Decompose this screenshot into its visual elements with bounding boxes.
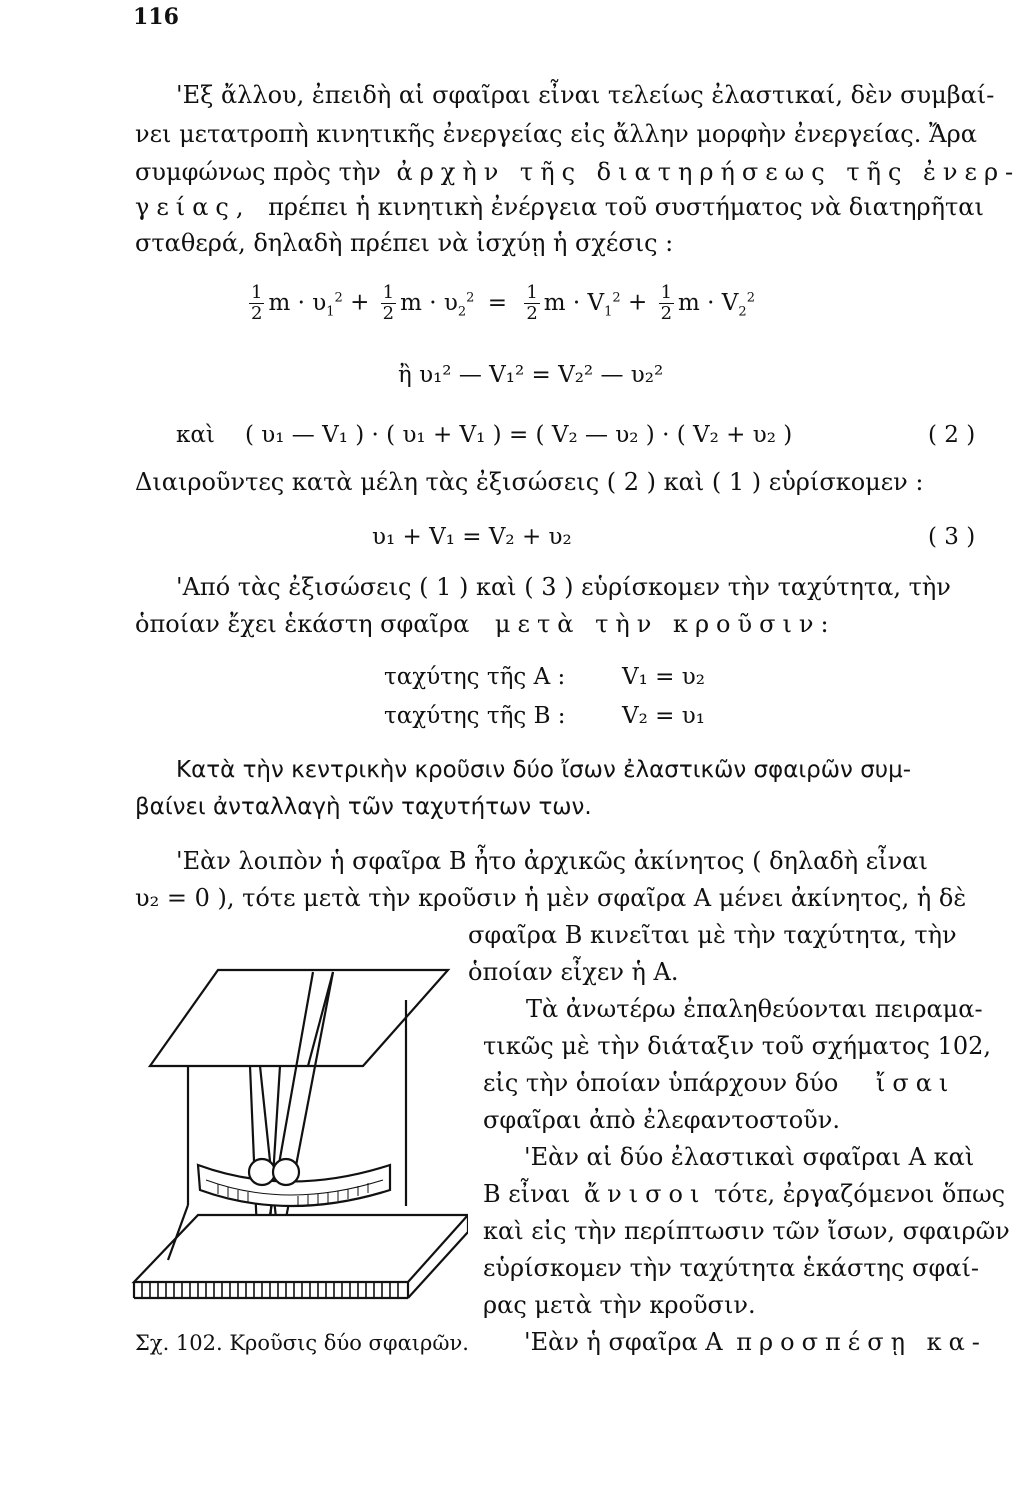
para1-line1: 'Εξ ἄλλου, ἐπειδὴ αἱ σφαῖραι εἶναι τελείως ἐλαστικαί, δὲν συμβαί- [176,81,995,109]
figure-caption: Σχ. 102. Κροῦσις δύο σφαιρῶν. [135,1331,469,1355]
para1-line3-a: συμφώνως πρὸς τὴν [135,158,381,186]
equation-3: ( υ₁ — V₁ ) · ( υ₁ + V₁ ) = ( V₂ — υ₂ ) · ( V₂ + υ₂ ) [245,422,793,448]
para2-line2: ὁποίαν ἔχει ἑκάστη σφαῖρα μετὰ τὴν κροῦσιν: [135,610,836,638]
velocity-b-value: V₂ = υ₁ [622,703,705,729]
term-1: $m \cdot \upsilon_1^2$ [268,289,343,320]
divide-sentence: Διαιροῦντες κατὰ μέλη τὰς ἐξισώσεις ( 2 ) καὶ ( 1 ) εὑρίσκομεν : [135,468,924,496]
spaced-prospese: προσπέσῃ κα- [736,1328,987,1356]
sphere-a [249,1159,275,1185]
highlight-line1: Κατὰ τὴν κεντρικὴν κροῦσιν δύο ἴσων ἐλαστικῶν σφαιρῶν συμ- [176,757,912,783]
velocity-a-value: V₁ = υ₂ [622,664,705,690]
velocity-a-label: ταχύτης τῆς Α : [384,664,566,690]
energy-equation: $\frac{1}{2}$ $m \cdot \upsilon_1^2$ + $\frac{1}{2}$ $m \cdot \upsilon_2^2$ = $\frac{1}{2}$ $m \cdot V_1^2$ + $\frac{1}{2}$ $m \cdot V_2^2$ [251,282,755,324]
right-col-line3: Τὰ ἀνωτέρω ἐπαληθεύονται πειραμα- [526,995,983,1023]
right-col-line5: εἰς τὴν ὁποίαν ὑπάρχουν δύο ἴσαι [483,1069,956,1097]
para2-line1: 'Από τὰς ἐξισώσεις ( 1 ) καὶ ( 3 ) εὑρίσκομεν τὴν ταχύτητα, τὴν [176,573,951,601]
para1-line4 [135,190,984,224]
spaced-anisoi: ἄνισοι [583,1180,707,1208]
right-col-line11: ρας μετὰ τὴν κροῦσιν. [483,1291,756,1319]
right-col-line2: ὁποίαν εἶχεν ἡ Α. [468,958,679,986]
figure-102-pendulum [128,960,468,1320]
right-col-line6: σφαῖραι ἀπὸ ἐλεφαντοστοῦν. [483,1106,840,1134]
para1-line4-b: πρέπει ἡ κινητικὴ ἐνέργεια τοῦ συστήματος νὰ διατηρῆται [268,193,984,221]
para2-spaced: μετὰ τὴν κροῦσιν: [494,610,836,638]
right-col-line4: τικῶς μὲ τὴν διάταξιν τοῦ σχήματος 102, [483,1032,991,1060]
right-col-line1: σφαῖρα Β κινεῖται μὲ τὴν ταχύτητα, τὴν [468,921,957,949]
fraction-half-1: $\frac{1}{2}$ [251,282,263,324]
spaced-isai: ἴσαι [875,1069,956,1097]
right-col-line12: 'Εὰν ἡ σφαῖρα Α προσπέσῃ κα- [524,1328,987,1356]
base-board [134,1215,468,1282]
term-3: $m \cdot V_1^2$ [543,289,621,320]
right-col-line9: καὶ εἰς τὴν περίπτωσιν τῶν ἴσων, σφαιρῶν [483,1217,1010,1245]
para1-line2: νει μετατροπὴ κινητικῆς ἐνεργείας εἰς ἄλλην μορφὴν ἐνεργείας. Ἄρα [135,120,977,148]
equation-or: ἢ υ₁² — V₁² = V₂² — υ₂² [398,362,664,388]
highlight-line2: βαίνει ἀνταλλαγὴ τῶν ταχυτήτων των. [135,794,592,820]
fraction-half-2: $\frac{1}{2}$ [382,282,395,324]
equation-3-label: καὶ [176,422,215,448]
para3-line1: 'Εὰν λοιπὸν ἡ σφαῖρα Β ἦτο ἀρχικῶς ἀκίνητος ( δηλαδὴ εἶναι [176,847,928,875]
fraction-half-4: $\frac{1}{2}$ [660,282,673,324]
para1-line3 [135,155,1020,189]
velocity-b-label: ταχύτης τῆς Β : [384,703,566,729]
para1-line4-spaced: γείας, [135,193,251,221]
right-col-line10: εὑρίσκομεν τὴν ταχύτητα ἑκάστης σφαί- [483,1254,979,1282]
right-col-line7: 'Εὰν αἱ δύο ἐλαστικαὶ σφαῖραι Α καὶ [524,1143,975,1171]
sphere-b [273,1159,299,1185]
term-2: $m \cdot \upsilon_2^2$ [400,289,475,320]
para3-line2: υ₂ = 0 ), τότε μετὰ τὴν κροῦσιν ἡ μὲν σφαῖρα Α μένει ἀκίνητος, ἡ δὲ [135,884,967,912]
fraction-half-3: $\frac{1}{2}$ [526,282,538,324]
term-4: $m \cdot V_2^2$ [678,289,755,320]
para1-line5: σταθερά, δηλαδὴ πρέπει νὰ ἰσχύῃ ἡ σχέσις : [135,229,674,257]
para1-line3-spaced: ἀρχὴν τῆς διατηρήσεως τῆς ἐνερ- [396,158,1021,186]
equation-4: υ₁ + V₁ = V₂ + υ₂ [372,524,572,550]
right-col-line8: Β εἶναι ἄνισοι τότε, ἐργαζόμενοι ὅπως [483,1180,1006,1208]
equation-4-number: ( 3 ) [928,524,976,550]
page-number: 116 [133,4,179,30]
equation-3-number: ( 2 ) [928,422,976,448]
